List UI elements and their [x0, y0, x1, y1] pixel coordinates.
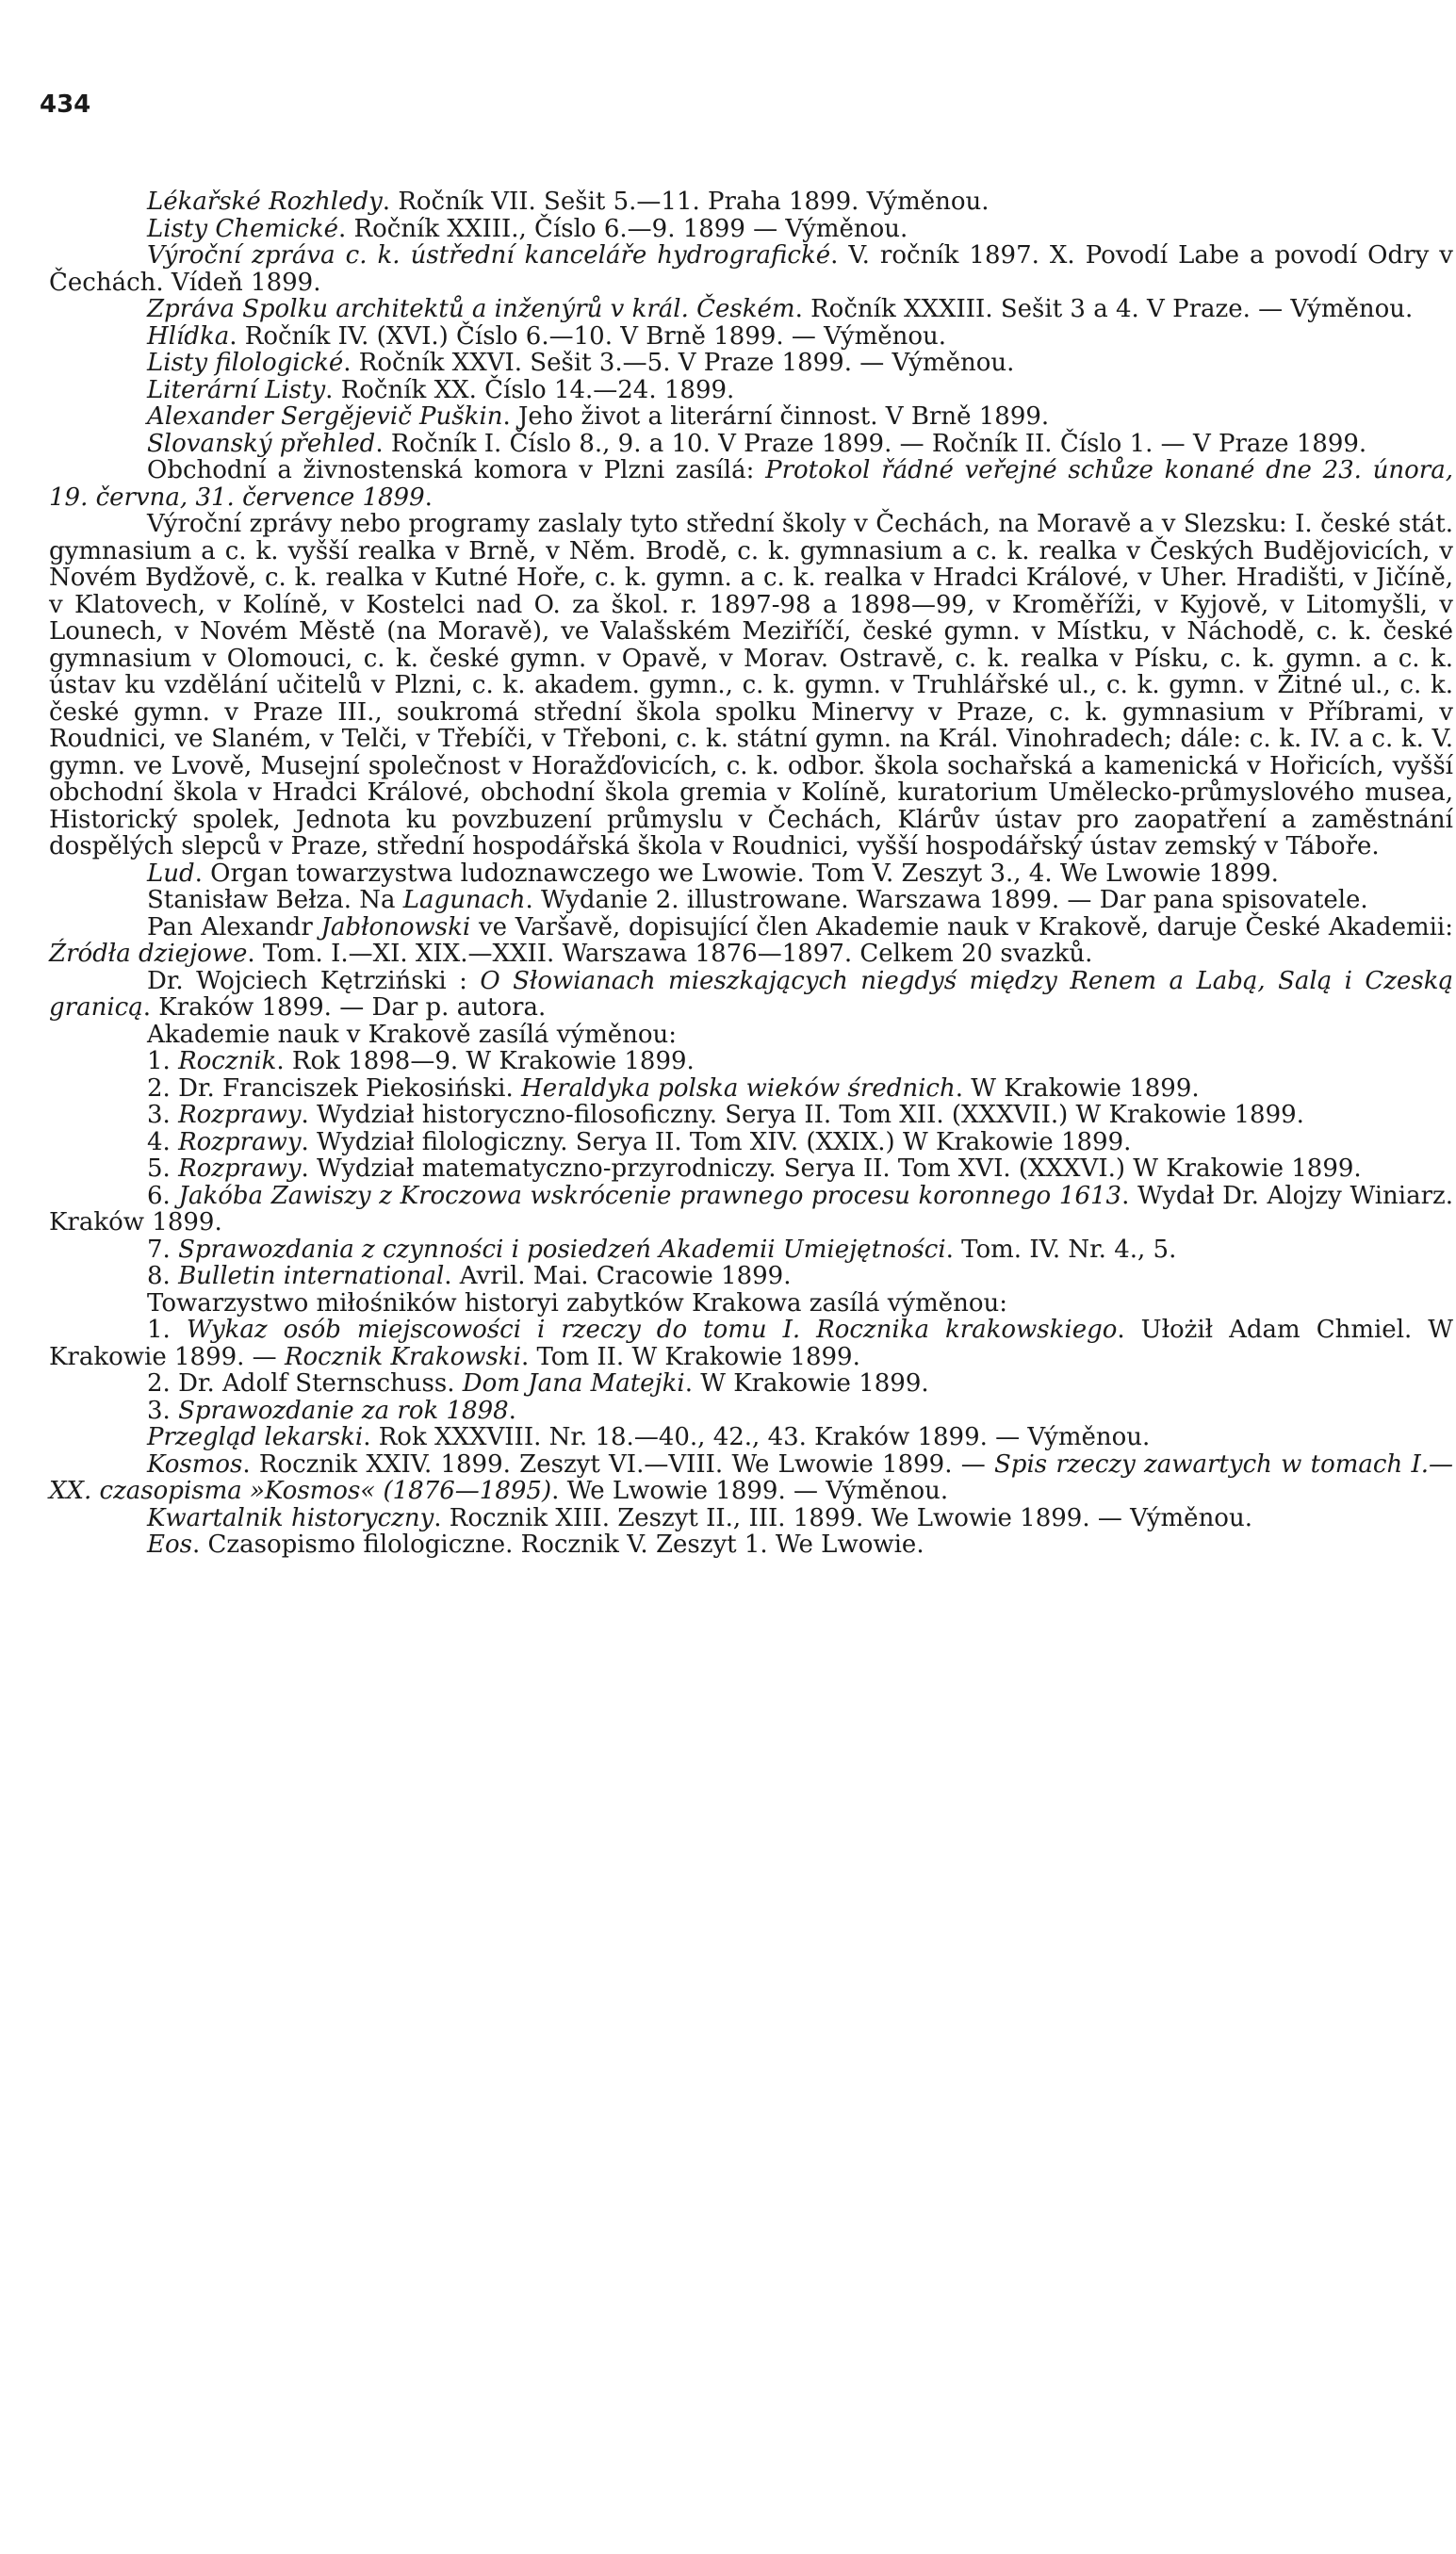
italic-title: O Słowianach mieszkających niegdyś między Renem a Labą, Salą i Czeską granicą	[49, 966, 1453, 1022]
text-run: 4.	[147, 1127, 179, 1156]
text-run: . Ročník XXIII., Číslo 6.—9. 1899 — Výměnou.	[338, 214, 908, 243]
text-run: . Ročník XX. Číslo 14.—24. 1899.	[325, 375, 735, 404]
text-run: 2. Dr. Adolf Sternschuss.	[147, 1369, 463, 1398]
paragraph	[49, 914, 1453, 968]
text-run: 6.	[147, 1181, 179, 1210]
paragraph	[49, 1155, 1453, 1183]
text-run: 5.	[147, 1154, 179, 1183]
text-run: . Avril. Mai. Cracowie 1899.	[444, 1262, 792, 1290]
italic-title: Lékařské Rozhledy	[147, 188, 383, 216]
italic-title: Spis rzeczy zawartych w tomach I.—XX. czasopisma »Kosmos« (1876—1895)	[49, 1449, 1453, 1505]
paragraph	[49, 242, 1453, 296]
italic-title: Przegląd lekarski	[147, 1423, 364, 1451]
paragraph	[49, 968, 1453, 1022]
paragraph	[49, 296, 1453, 323]
paragraph	[49, 1022, 1453, 1049]
italic-title: Sprawozdania z czynności i posiedzeń Akademii Umiejętności	[178, 1235, 946, 1264]
text-run: . Ročník IV. (XVI.) Číslo 6.—10. V Brně 1899. — Výměnou.	[229, 321, 947, 351]
paragraph	[49, 403, 1453, 431]
italic-title: Hlídka	[147, 321, 230, 351]
text-run: . W Krakowie 1899.	[684, 1369, 929, 1398]
text-run: . We Lwowie 1899. — Výměnou.	[551, 1477, 949, 1505]
paragraph	[49, 1398, 1453, 1425]
italic-title: Wykaz osób miejscowości i rzeczy do tomu I. Rocznika krakowskiego	[186, 1316, 1118, 1344]
text-run: . Kraków 1899. — Dar p. autora.	[142, 993, 547, 1022]
text-run: Akademie nauk v Krakově zasílá výměnou:	[147, 1020, 678, 1049]
text-run: . Wydanie 2. illustrowane. Warszawa 1899. — Dar pana spisovatele.	[525, 886, 1368, 914]
italic-title: Jakóba Zawiszy z Kroczowa wskrócenie prawnego procesu koronnego 1613	[178, 1181, 1122, 1210]
paragraph	[49, 350, 1453, 377]
text-run: . Rocznik XIII. Zeszyt II., III. 1899. We Lwowie 1899. — Výměnou.	[434, 1503, 1252, 1532]
text-run: . Tom. IV. Nr. 4., 5.	[945, 1235, 1177, 1264]
text-run: . Ročník XXVI. Sešit 3.—5. V Praze 1899. — Výměnou.	[343, 349, 1015, 377]
paragraph	[49, 860, 1453, 888]
text-run: . Tom. I.—XI. XIX.—XXII. Warszawa 1876—1897. Celkem 20 svazků.	[247, 940, 1093, 968]
text-run: . Ročník VII. Sešit 5.—11. Praha 1899. Výměnou.	[382, 188, 990, 216]
text-run: 7.	[147, 1235, 179, 1264]
paragraph	[49, 1075, 1453, 1103]
text-run: . Wydział filologiczny. Serya II. Tom XIV. (XXIX.) W Krakowie 1899.	[301, 1127, 1132, 1156]
paragraph	[49, 457, 1453, 511]
italic-title: Jabłonowski	[320, 912, 471, 941]
text-run: 3.	[147, 1396, 179, 1425]
paragraph	[49, 1236, 1453, 1264]
page-number: 434	[40, 90, 91, 119]
paragraph	[49, 887, 1453, 914]
italic-title: Bulletin international	[178, 1262, 445, 1290]
text-run: . Tom II. W Krakowie 1899.	[520, 1342, 860, 1371]
italic-title: Protokol řádné veřejné schůze konané dne 23. února, 19. června, 31. července 1899	[49, 456, 1453, 512]
paragraph	[49, 1531, 1453, 1559]
italic-title: Literární Listy	[147, 375, 326, 404]
text-run: .	[508, 1396, 516, 1425]
paragraph	[49, 1370, 1453, 1398]
italic-title: Heraldyka polska wieków średnich	[521, 1073, 956, 1103]
paragraph	[49, 377, 1453, 404]
italic-title: Dom Jana Matejki	[462, 1369, 685, 1398]
italic-title: Výroční zpráva c. k. ústřední kanceláře hydrografické	[147, 241, 831, 270]
italic-title: Kwartalnik historyczny	[147, 1503, 434, 1532]
italic-title: Eos	[147, 1531, 192, 1559]
italic-title: Listy Chemické	[147, 214, 339, 243]
paragraph	[49, 1129, 1453, 1156]
paragraph	[49, 511, 1453, 860]
text-run: . Ułożił Adam Chmiel. W Krakowie 1899. —	[49, 1316, 1453, 1371]
text-run: . Wydział historyczno-filosoficzny. Serya II. Tom XII. (XXXVII.) W Krakowie 1899.	[301, 1101, 1304, 1129]
paragraph	[49, 1451, 1453, 1505]
text-run: Obchodní a živnostenská komora v Plzni zasílá:	[147, 456, 766, 484]
paragraph	[49, 1263, 1453, 1290]
text-run: 3.	[147, 1101, 179, 1129]
italic-title: Rozprawy	[178, 1101, 302, 1129]
paragraph	[49, 1183, 1453, 1236]
text-run: . Wydał Dr. Alojzy Winiarz. Kraków 1899.	[49, 1181, 1453, 1236]
paragraph	[49, 431, 1453, 458]
paragraph	[49, 188, 1453, 216]
paragraph	[49, 1317, 1453, 1370]
italic-title: Rocznik Krakowski	[284, 1342, 521, 1371]
italic-title: Slovanský přehled	[147, 429, 376, 458]
paragraph	[49, 216, 1453, 243]
text-run: Stanisław Bełza. Na	[147, 886, 403, 914]
paragraph	[49, 1102, 1453, 1129]
text-run: . Jeho život a literární činnost. V Brně 1899.	[502, 402, 1050, 431]
italic-title: Lud	[147, 859, 195, 888]
text-run: Výroční zprávy nebo programy zaslaly tyto střední školy v Čechách, na Moravě a v Slezsku: I. české stát. gymnasium a c. k. vyšší realka v Brně, v Něm. Brodě, c. k. gymnasium a c. k. realka v Českých Budějovicích, v Novém Bydžově, c. k. realka v Kutné Hoře, c. k. gymn. a c. k. realka v Hradci Králové, v Uher. Hradišti, v Jičíně, v Klatovech, v Kolíně, v Kostelci nad O. za škol. r. 1897-98 a 1898—99, v Kroměříži, v Kyjově, v Litomyšli, v Lounech, v Novém Městě (na Moravě), ve Valašském Meziříčí, české gymn. v Místku, v Náchodě, c. k. české gymnasium v Olomouci, c. k. české gymn. v Opavě, v Morav. Ostravě, c. k. realka v Písku, c. k. gymn. a c. k. ústav ku vzdělání učitelů v Plzni, c. k. akadem. gymn., c. k. gymn. v Truhlářské ul., c. k. gymn. v Žitné ul., c. k. české gymn. v Praze III., soukromá střední škola spolku Minervy v Praze, c. k. gymnasium v Příbrami, v Roudnici, ve Slaném, v Telči, v Třebíči, v Třeboni, c. k. státní gymn. na Král. Vinohradech; dále: c. k. IV. a c. k. V. gymn. ve Lvově, Musejní společnost v Horažďovicích, c. k. odbor. škola sochařská a kamenická v Hořicích, vyšší obchodní škola v Hradci Králové, obchodní škola gremia v Kolíně, kuratorium Umělecko-průmyslového musea, Historický spolek, Jednota ku povzbuzení průmyslu v Čechách, Klárův ústav pro zaopatření a zaměstnání dospělých slepců v Praze, střední hospodářská škola v Roudnici, vyšší hospodářský ústav zemský v Táboře.	[49, 510, 1453, 860]
paragraph	[49, 1505, 1453, 1532]
text-run: . Rok 1898—9. W Krakowie 1899.	[276, 1047, 695, 1075]
paragraph	[49, 1424, 1453, 1451]
italic-title: Alexander Sergějevič Puškin	[147, 402, 503, 431]
text-run: . Ročník XXXIII. Sešit 3 a 4. V Praze. — Výměnou.	[794, 295, 1414, 323]
page-body	[49, 188, 1453, 1559]
text-run: 2. Dr. Franciszek Piekosiński.	[147, 1073, 522, 1103]
italic-title: Rozprawy	[178, 1127, 302, 1156]
text-run: 8.	[147, 1262, 179, 1290]
text-run: . V. ročník 1897. X. Povodí Labe a povodí Odry v Čechách. Vídeň 1899.	[49, 241, 1453, 297]
text-run: Towarzystwo miłośników historyi zabytków Krakowa zasílá výměnou:	[147, 1288, 1008, 1318]
italic-title: Zpráva Spolku architektů a inženýrů v král. Českém	[147, 295, 795, 323]
text-run: 1.	[147, 1316, 187, 1344]
italic-title: Listy filologické	[147, 349, 344, 377]
text-run: 1.	[147, 1047, 179, 1075]
italic-title: Rozprawy	[178, 1154, 302, 1183]
italic-title: Źródła dziejowe	[49, 940, 248, 968]
text-run: . Ročník I. Číslo 8., 9. a 10. V Praze 1899. — Ročník II. Číslo 1. — V Praze 1899.	[375, 429, 1367, 458]
italic-title: Sprawozdanie za rok 1898	[178, 1396, 509, 1425]
text-run: . Organ towarzystwa ludoznawczego we Lwowie. Tom V. Zeszyt 3., 4. We Lwowie 1899.	[194, 859, 1279, 888]
text-run: ve Varšavě, dopisující člen Akademie nauk v Krakově, daruje České Akademii:	[470, 912, 1453, 941]
paragraph	[49, 323, 1453, 351]
text-run: . Rok XXXVIII. Nr. 18.—40., 42., 43. Kraków 1899. — Výměnou.	[363, 1423, 1151, 1451]
text-run: Pan Alexandr	[147, 912, 321, 941]
text-run: . Wydział matematyczno-przyrodniczy. Serya II. Tom XVI. (XXXVI.) W Krakowie 1899.	[301, 1154, 1362, 1183]
italic-title: Rocznik	[178, 1047, 277, 1075]
text-run: . W Krakowie 1899.	[955, 1073, 1200, 1103]
italic-title: Lagunach	[402, 886, 526, 914]
text-run: Dr. Wojciech Kętrziński :	[147, 966, 481, 995]
text-run: .	[424, 483, 433, 512]
paragraph	[49, 1048, 1453, 1075]
text-run: . Czasopismo filologiczne. Rocznik V. Zeszyt 1. We Lwowie.	[191, 1531, 924, 1559]
text-run: . Rocznik XXIV. 1899. Zeszyt VI.—VIII. We Lwowie 1899. —	[242, 1449, 994, 1479]
italic-title: Kosmos	[147, 1449, 243, 1479]
paragraph	[49, 1290, 1453, 1318]
